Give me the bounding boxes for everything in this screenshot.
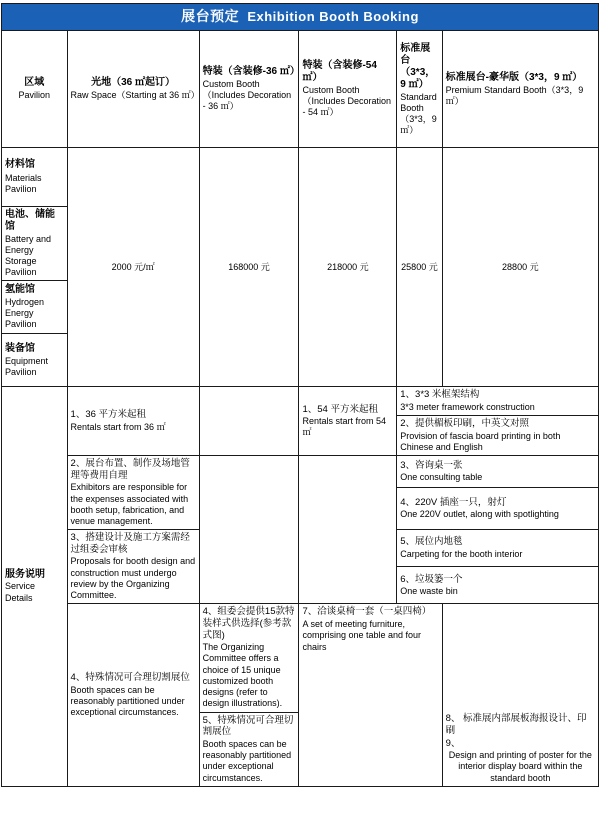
column-header-raw-space xyxy=(67,31,199,148)
column-header-premium xyxy=(442,31,598,148)
price-custom-54: 218000 元 xyxy=(299,148,397,387)
column-header-custom-54-en: Custom Booth（Includes Decoration - 54 ㎡） xyxy=(302,85,391,118)
service-raw-space-item-3: 3、搭建设计及施工方案需经过组委会审核 Proposals for booth design and construction must undergo review by the Organizing Committee. xyxy=(67,530,199,604)
service-standard-item-5: 5、展位内地毯 Carpeting for the booth interior xyxy=(397,530,599,567)
pavilion-hydrogen xyxy=(2,281,68,334)
service-details-row-1 xyxy=(2,387,599,416)
price-standard: 25800 元 xyxy=(397,148,442,387)
column-header-standard xyxy=(397,31,442,148)
column-header-custom-54-cn: 特装（含装修-54 ㎡） xyxy=(302,60,377,84)
service-standard-item-2: 2、提供楣板印刷，中英文对照 Provision of fascia board printing in both Chinese and English xyxy=(397,416,599,456)
service-custom-54-spacer-mid xyxy=(299,456,397,604)
service-standard-item-3: 3、咨询桌一张 One consulting table xyxy=(397,456,599,488)
column-header-custom-36-cn: 特装（含装修-36 ㎡） xyxy=(202,66,300,78)
column-header-area-en: Pavilion xyxy=(18,90,51,101)
pavilion-hydrogen-en: Hydrogen Energy Pavilion xyxy=(5,297,45,330)
pavilion-materials-cn: 材料馆 xyxy=(5,159,35,171)
column-header-area-cn: 区域 xyxy=(24,77,45,88)
column-header-custom-36-en: Custom Booth（Includes Decoration - 36 ㎡） xyxy=(202,79,292,111)
table-title-row xyxy=(2,4,599,31)
pavilion-battery-en: Battery and Energy Storage Pavilion xyxy=(5,234,52,278)
service-raw-space-item-1: 1、36 平方米起租 Rentals start from 36 ㎡ xyxy=(67,387,199,456)
service-details-row-7 xyxy=(2,604,599,712)
pavilion-equipment-en: Equipment Pavilion xyxy=(5,355,49,377)
column-header-premium-cn: 标准展台-豪华版（3*3，9 ㎡） xyxy=(445,71,583,83)
column-header-raw-space-en: Raw Space（Starting at 36 ㎡） xyxy=(70,90,200,101)
service-custom-36-item-1: 4、组委会提供15款特装样式供选择(参考款式图) The Organizing Committee offers a choice of 15 unique customized booth designs (refer to design illustrations). xyxy=(199,604,299,712)
page-title-en: Exhibition Booth Booking xyxy=(247,9,419,25)
price-premium: 28800 元 xyxy=(442,148,598,387)
price-raw-space: 2000 元/㎡ xyxy=(67,148,199,387)
column-header-custom-36 xyxy=(199,31,299,148)
service-standard-item-6: 6、垃圾篓一个 One waste bin xyxy=(397,567,599,604)
pavilion-battery-cn: 电池、储能馆 xyxy=(5,209,55,233)
service-raw-space-item-4: 4、特殊情况可合理切割展位 Booth spaces can be reasonably partitioned under exceptional circumstances. xyxy=(67,604,199,786)
service-custom-36-spacer-mid xyxy=(199,456,299,604)
service-standard-item-1: 1、3*3 米框架结构 3*3 meter framework construction xyxy=(397,387,599,416)
booth-booking-table xyxy=(1,3,599,787)
service-details-row-3 xyxy=(2,456,599,488)
pavilion-hydrogen-cn: 氢能馆 xyxy=(5,284,35,296)
column-header-custom-54 xyxy=(299,31,397,148)
service-custom-54-item-1: 1、54 平方米起租 Rentals start from 54 ㎡ xyxy=(299,387,397,456)
column-header-raw-space-cn: 光地（36 ㎡起订） xyxy=(91,77,176,88)
service-details-label xyxy=(2,387,68,787)
pavilion-materials xyxy=(2,148,68,207)
service-details-label-cn: 服务说明 xyxy=(5,569,45,581)
page-title-cn: 展台预定 xyxy=(181,8,240,25)
service-custom-36-item-2: 5、特殊情况可合理切割展位 Booth spaces can be reasonably partitioned under exceptional circumstances. xyxy=(199,712,299,786)
pavilion-equipment xyxy=(2,334,68,387)
pavilion-materials-en: Materials Pavilion xyxy=(5,172,42,194)
table-header-row xyxy=(2,31,599,148)
column-header-area xyxy=(2,31,68,148)
service-standard-item-4: 4、220V 插座一只，射灯 One 220V outlet, along with spotlighting xyxy=(397,487,599,530)
service-raw-space-item-2: 2、展台布置、制作及场地管理等费用自理 Exhibitors are responsible for the expenses associated with booth setup, fabrication, and venue management. xyxy=(67,456,199,530)
page-title xyxy=(2,4,599,31)
price-custom-36: 168000 元 xyxy=(199,148,299,387)
column-header-standard-en: Standard Booth（3*3，9 ㎡） xyxy=(400,92,437,135)
service-details-label-en: Service Details xyxy=(5,581,36,603)
pavilion-battery xyxy=(2,207,68,281)
column-header-standard-cn: 标准展台（3*3，9 ㎡） xyxy=(400,42,436,91)
service-standard-item-7: 7、洽谈桌椅一套（一桌四椅） A set of meeting furniture, comprising one table and four chairs xyxy=(299,604,442,786)
column-header-premium-en: Premium Standard Booth（3*3，9 ㎡） xyxy=(445,84,584,106)
service-premium-item-1: 8、 标准展内部展板海报设计、印刷 9、 Design and printing of poster for the interior display board within the standard booth xyxy=(442,604,598,786)
pavilion-equipment-cn: 装备馆 xyxy=(5,342,35,354)
table-row xyxy=(2,148,599,207)
service-custom-36-spacer-top xyxy=(199,387,299,456)
